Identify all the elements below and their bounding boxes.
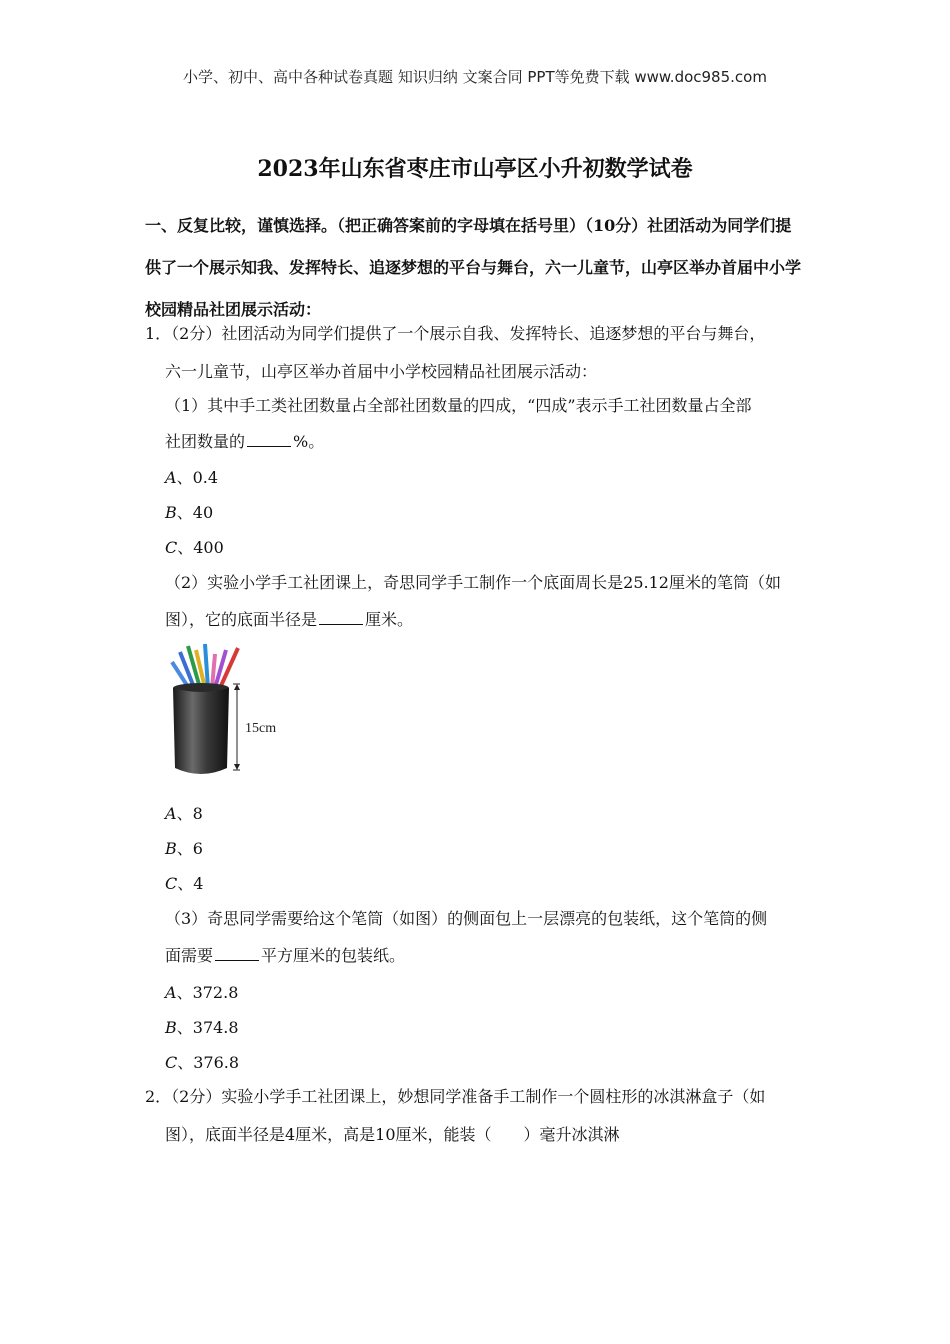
q1-sub1-option-b: B、40	[165, 503, 214, 522]
answer-blank	[319, 610, 363, 625]
q1-sub1-suffix: %。	[293, 432, 325, 451]
q1-sub3-option-c: C、376.8	[165, 1053, 240, 1072]
q1-sub2-line1: （2）实验小学手工社团课上，奇思同学手工制作一个底面周长是25.12厘米的笔筒（如	[165, 573, 781, 592]
page-title: 2023年山东省枣庄市山亭区小升初数学试卷	[257, 156, 693, 182]
cup-body	[173, 688, 229, 774]
q1-sub1-option-c: C、400	[165, 538, 224, 557]
q1-line1: 1．（2分）社团活动为同学们提供了一个展示自我、发挥特长、追逐梦想的平台与舞台，	[145, 324, 766, 343]
q1-sub1-line2	[165, 429, 324, 452]
q1-sub2-suffix: 厘米。	[365, 610, 414, 629]
q1-sub2-option-a: A、8	[165, 804, 203, 823]
pen-holder-image	[160, 640, 290, 785]
q1-sub2-prefix: 图），它的底面半径是	[165, 610, 318, 629]
page-header: 小学、初中、高中各种试卷真题 知识归纳 文案合同 PPT等免费下载 www.doc985.com	[183, 68, 767, 86]
q1-sub3-line1: （3）奇思同学需要给这个笔筒（如图）的侧面包上一层漂亮的包装纸，这个笔筒的侧	[165, 909, 768, 928]
q1-sub3-option-b: B、374.8	[165, 1018, 239, 1037]
q1-sub1-option-a: A、0.4	[165, 468, 219, 487]
q1-sub1-line1: （1）其中手工类社团数量占全部社团数量的四成，“四成”表示手工社团数量占全部	[165, 396, 752, 415]
q1-line2: 六一儿童节，山亭区举办首届中小学校园精品社团展示活动：	[165, 362, 598, 381]
q1-sub2-line2	[165, 607, 413, 630]
q1-sub3-option-a: A、372.8	[165, 983, 239, 1002]
q1-sub2-option-c: C、4	[165, 874, 204, 893]
q1-sub1-prefix: 社团数量的	[165, 432, 246, 451]
q1-sub3-prefix: 面需要	[165, 946, 214, 965]
height-label: 15cm	[245, 721, 277, 736]
q2-line1: 2．（2分）实验小学手工社团课上，妙想同学准备手工制作一个圆柱形的冰淇淋盒子（如	[145, 1087, 766, 1106]
q2-line2: 图），底面半径是4厘米，高是10厘米，能装（ ）毫升冰淇淋	[165, 1125, 620, 1144]
q1-sub3-suffix: 平方厘米的包装纸。	[261, 946, 406, 965]
pen-holder-figure	[160, 640, 290, 785]
q1-sub2-option-b: B、6	[165, 839, 203, 858]
section-heading: 一、反复比较，谨慎选择。（把正确答案前的字母填在括号里）（10分）社团活动为同学们提供了一个展示知我、发挥特长、追逐梦想的平台与舞台，六一儿童节，山亭区举办首届中小学校园精品社团展示活动：	[145, 216, 802, 319]
answer-blank	[247, 432, 291, 447]
q1-sub3-line2	[165, 943, 405, 966]
answer-blank	[215, 946, 259, 961]
